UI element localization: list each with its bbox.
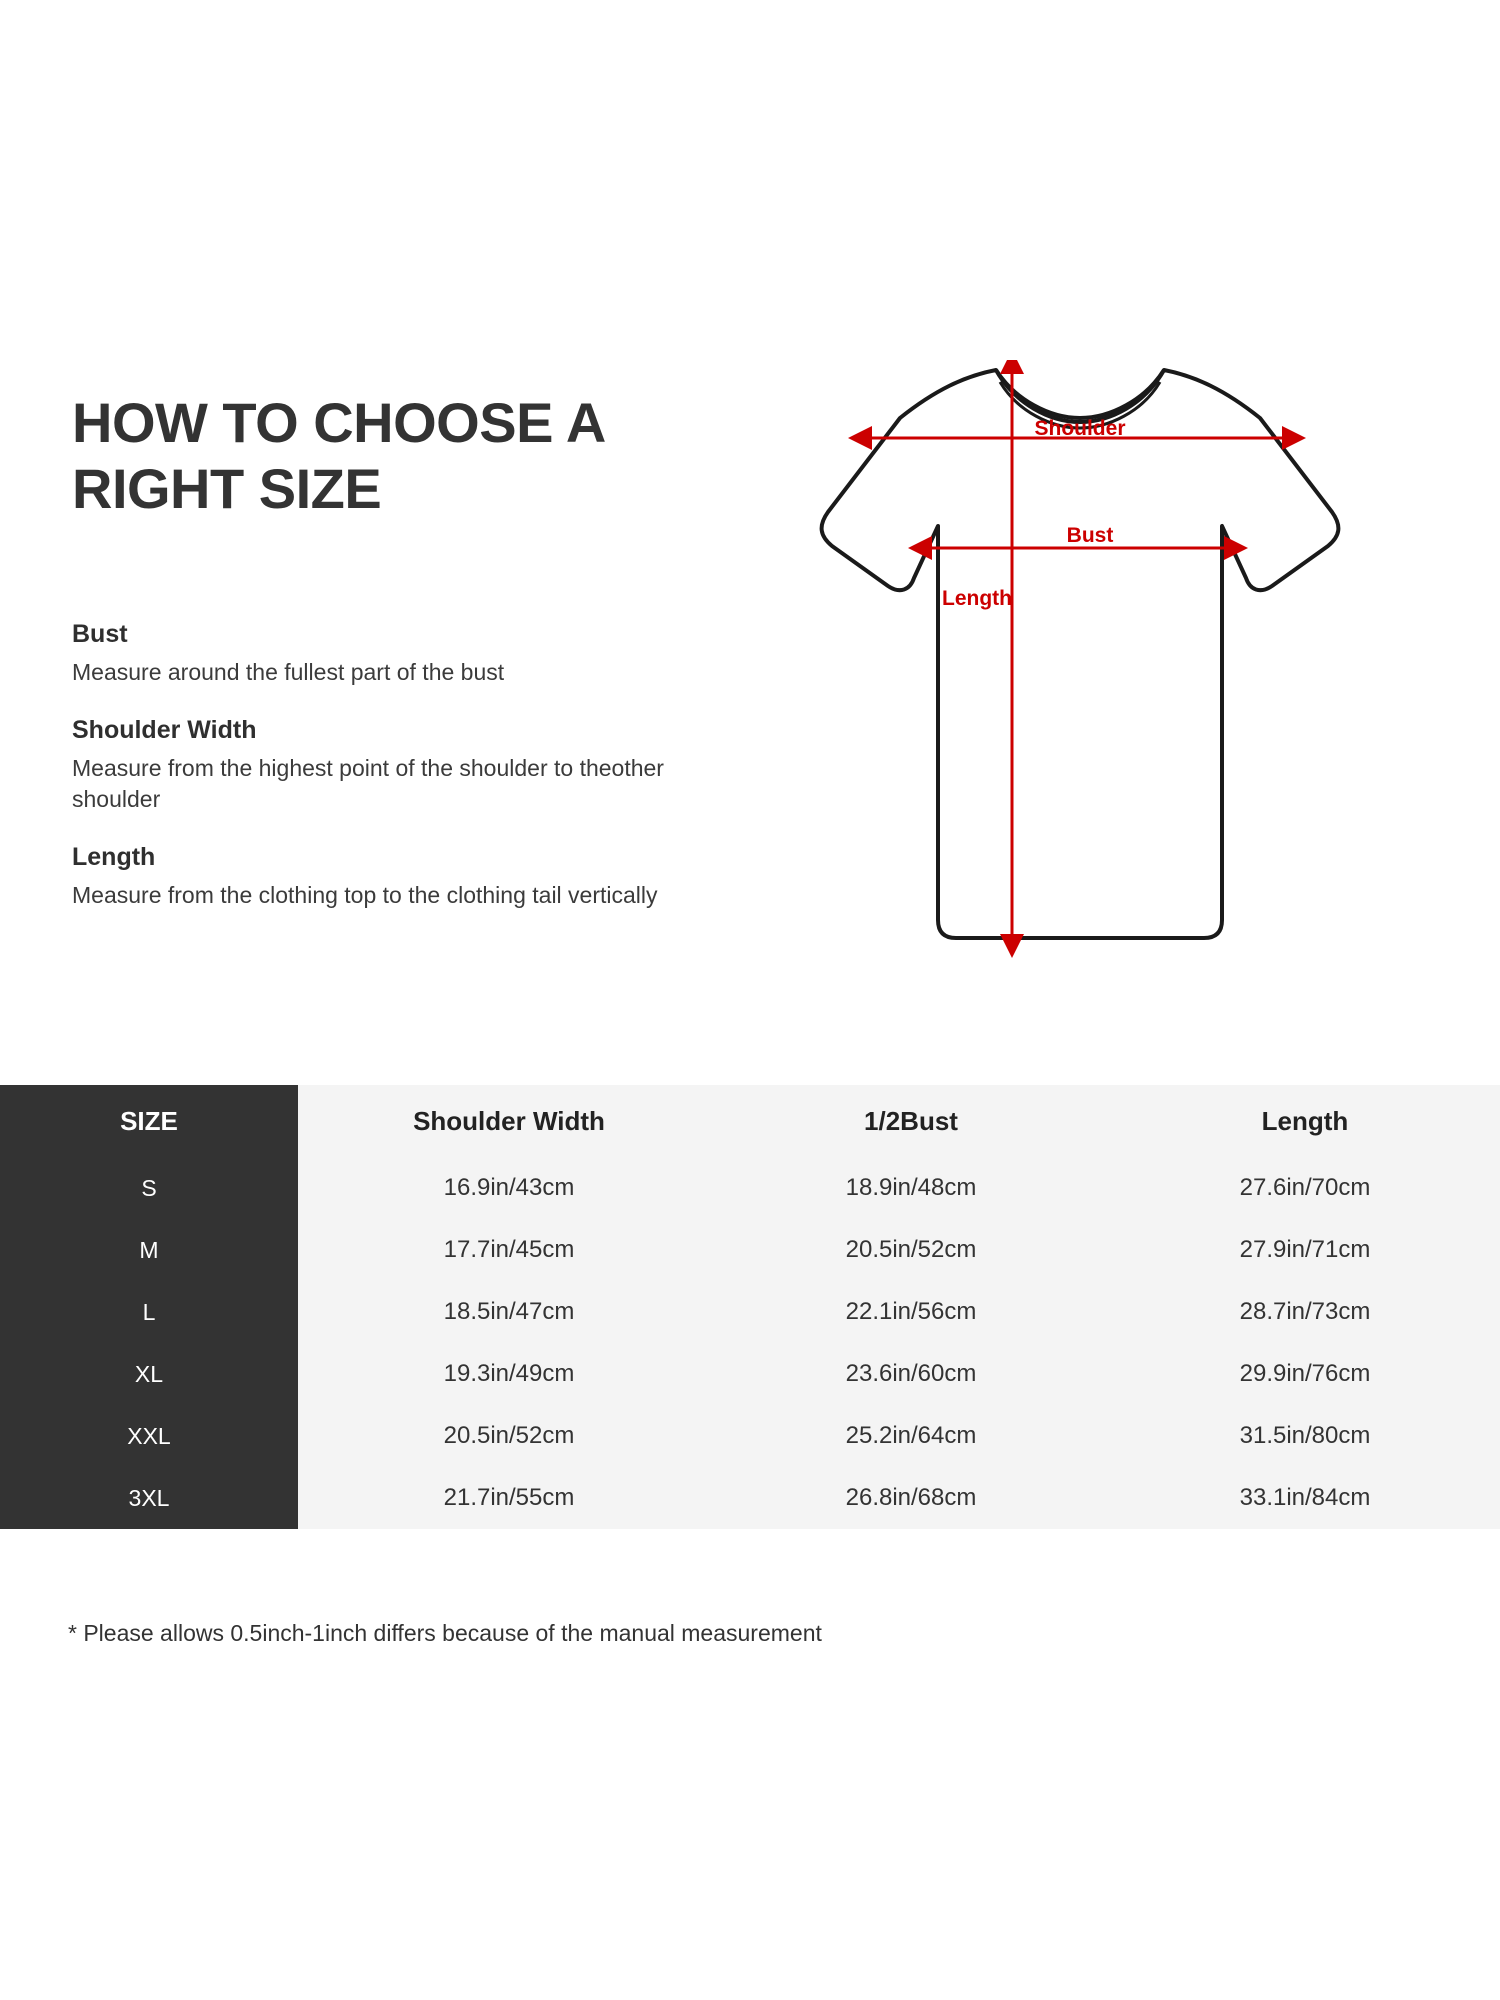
page-title: HOW TO CHOOSE A RIGHT SIZE (72, 391, 604, 521)
definition-description-length: Measure from the clothing top to the clothing tail vertically (72, 882, 658, 909)
cell-length: 33.1in/84cm (1102, 1467, 1500, 1529)
cell-bust: 18.9in/48cm (720, 1157, 1102, 1219)
cell-length: 28.7in/73cm (1102, 1281, 1500, 1343)
size-chart-body (0, 1157, 1500, 1529)
header-size: SIZE (0, 1085, 298, 1157)
measurement-definitions (72, 620, 692, 911)
tshirt-diagram-svg (760, 360, 1400, 1020)
size-chart-header (0, 1085, 1500, 1157)
cell-shoulder: 16.9in/43cm (298, 1157, 720, 1219)
measurement-footnote: * Please allows 0.5inch-1inch differs because of the manual measurement (68, 1620, 822, 1646)
header-half-bust: 1/2Bust (720, 1085, 1102, 1157)
table-header-row (0, 1085, 1500, 1157)
definition-description-bust: Measure around the fullest part of the bust (72, 659, 505, 685)
definition-term-length: Length (72, 843, 156, 872)
table-row (0, 1219, 1500, 1281)
definition-description-shoulder-width: Measure from the highest point of the shoulder to theother shoulder (72, 755, 664, 813)
cell-shoulder: 17.7in/45cm (298, 1219, 720, 1281)
cell-size: L (0, 1281, 298, 1343)
cell-length: 27.6in/70cm (1102, 1157, 1500, 1219)
cell-size: S (0, 1157, 298, 1219)
cell-size: 3XL (0, 1467, 298, 1529)
cell-shoulder: 19.3in/49cm (298, 1343, 720, 1405)
table-row (0, 1157, 1500, 1219)
cell-length: 27.9in/71cm (1102, 1219, 1500, 1281)
cell-bust: 25.2in/64cm (720, 1405, 1102, 1467)
table-row (0, 1343, 1500, 1405)
cell-length: 29.9in/76cm (1102, 1343, 1500, 1405)
cell-shoulder: 20.5in/52cm (298, 1405, 720, 1467)
cell-length: 31.5in/80cm (1102, 1405, 1500, 1467)
bust-label: Bust (1066, 524, 1114, 547)
table-row (0, 1405, 1500, 1467)
table-row (0, 1467, 1500, 1529)
tshirt-measurement-diagram (760, 360, 1400, 1020)
header-shoulder-width: Shoulder Width (298, 1085, 720, 1157)
tshirt-outline (822, 370, 1339, 938)
cell-shoulder: 18.5in/47cm (298, 1281, 720, 1343)
length-label: Length (942, 587, 1012, 610)
cell-bust: 22.1in/56cm (720, 1281, 1102, 1343)
cell-size: XL (0, 1343, 298, 1405)
cell-bust: 20.5in/52cm (720, 1219, 1102, 1281)
cell-size: M (0, 1219, 298, 1281)
definition-term-shoulder-width: Shoulder Width (72, 716, 257, 745)
cell-size: XXL (0, 1405, 298, 1467)
cell-bust: 26.8in/68cm (720, 1467, 1102, 1529)
shoulder-label: Shoulder (1034, 417, 1126, 440)
size-chart-table (0, 1085, 1500, 1529)
definition-term-bust: Bust (72, 620, 128, 648)
header-length: Length (1102, 1085, 1500, 1157)
cell-shoulder: 21.7in/55cm (298, 1467, 720, 1529)
cell-bust: 23.6in/60cm (720, 1343, 1102, 1405)
table-row (0, 1281, 1500, 1343)
